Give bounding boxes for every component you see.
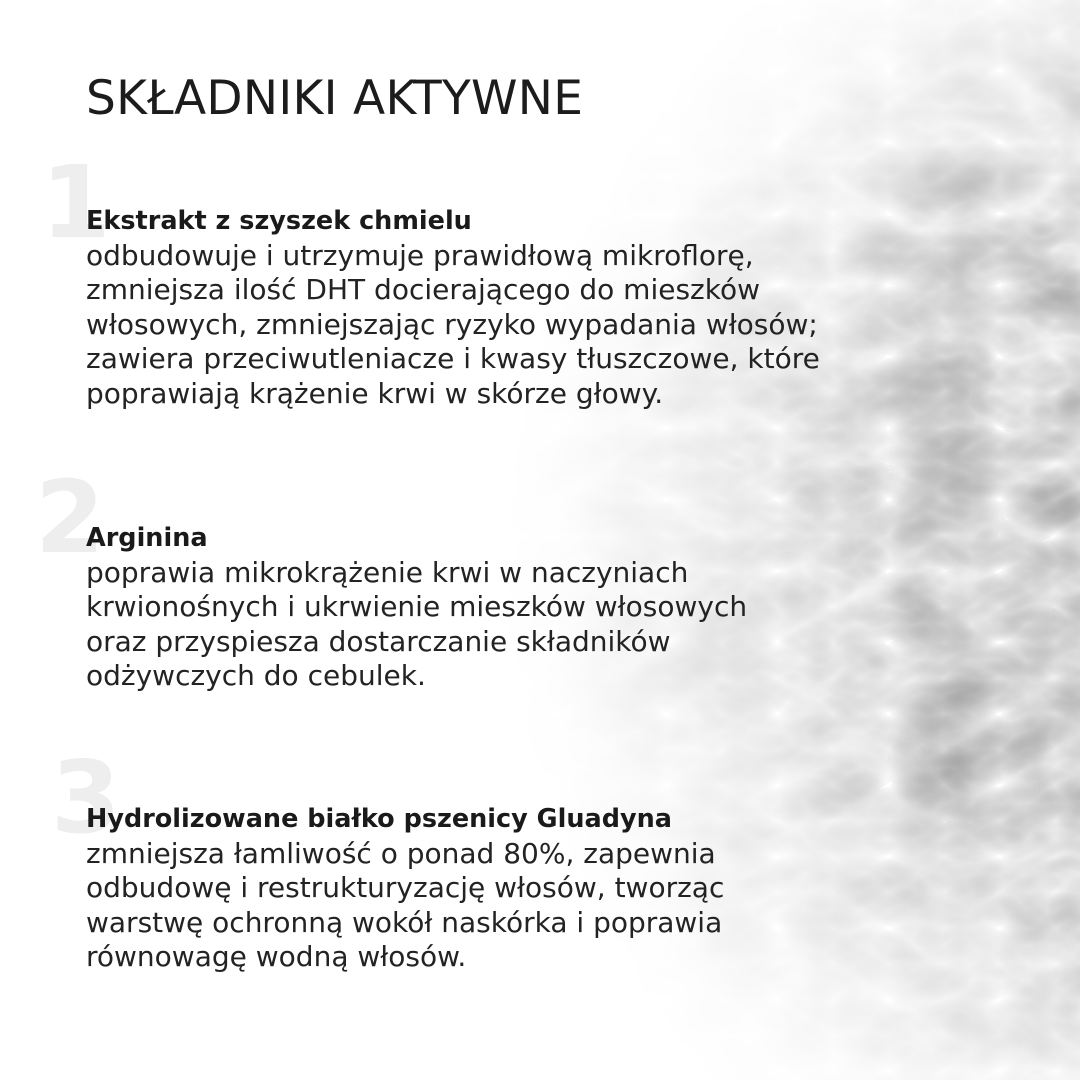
ingredient-description-line: zmniejsza łamliwość o ponad 80%, zapewnia (86, 836, 716, 870)
ingredient-section-wheat-protein (86, 802, 724, 975)
ingredient-heading: Arginina (86, 523, 208, 553)
ingredient-number-1: 1 (41, 144, 111, 261)
ingredient-description-line: zawiera przeciwutleniacze i kwasy tłuszczowe, które (86, 342, 820, 375)
ingredient-description-line: równowagę wodną włosów. (86, 940, 467, 973)
ingredient-description-line: odżywczych do cebulek. (86, 659, 426, 692)
ingredient-section-arginine (86, 521, 747, 694)
ingredient-description-line: poprawiają krążenie krwi w skórze głowy. (86, 376, 664, 410)
page-title: SKŁADNIKI AKTYWNE (86, 71, 584, 126)
ingredient-section-hops (86, 204, 820, 411)
ingredient-description-line: odbudowę i restrukturyzację włosów, tworząc (86, 871, 725, 904)
ingredient-description-line: poprawia mikrokrążenie krwi w naczyniach (86, 555, 689, 589)
ingredient-description-line: warstwę ochronną wokół naskórka i poprawia (86, 905, 723, 939)
ingredient-description-line: odbudowuje i utrzymuje prawidłową mikroflorę, (86, 238, 754, 272)
ingredient-description-line: włosowych, zmniejszając ryzyko wypadania włosów; (86, 307, 818, 341)
ingredient-heading: Ekstrakt z szyszek chmielu (86, 206, 472, 236)
ingredient-number-2: 2 (35, 459, 105, 576)
ingredient-number-3: 3 (51, 739, 121, 856)
ingredient-description-line: oraz przyspiesza dostarczanie składników (86, 624, 671, 658)
ingredient-heading: Hydrolizowane białko pszenicy Gluadyna (86, 804, 672, 834)
ingredient-description-line: zmniejsza ilość DHT docierającego do mieszków (86, 273, 760, 306)
ingredient-description-line: krwionośnych i ukrwienie mieszków włosowych (86, 590, 748, 623)
